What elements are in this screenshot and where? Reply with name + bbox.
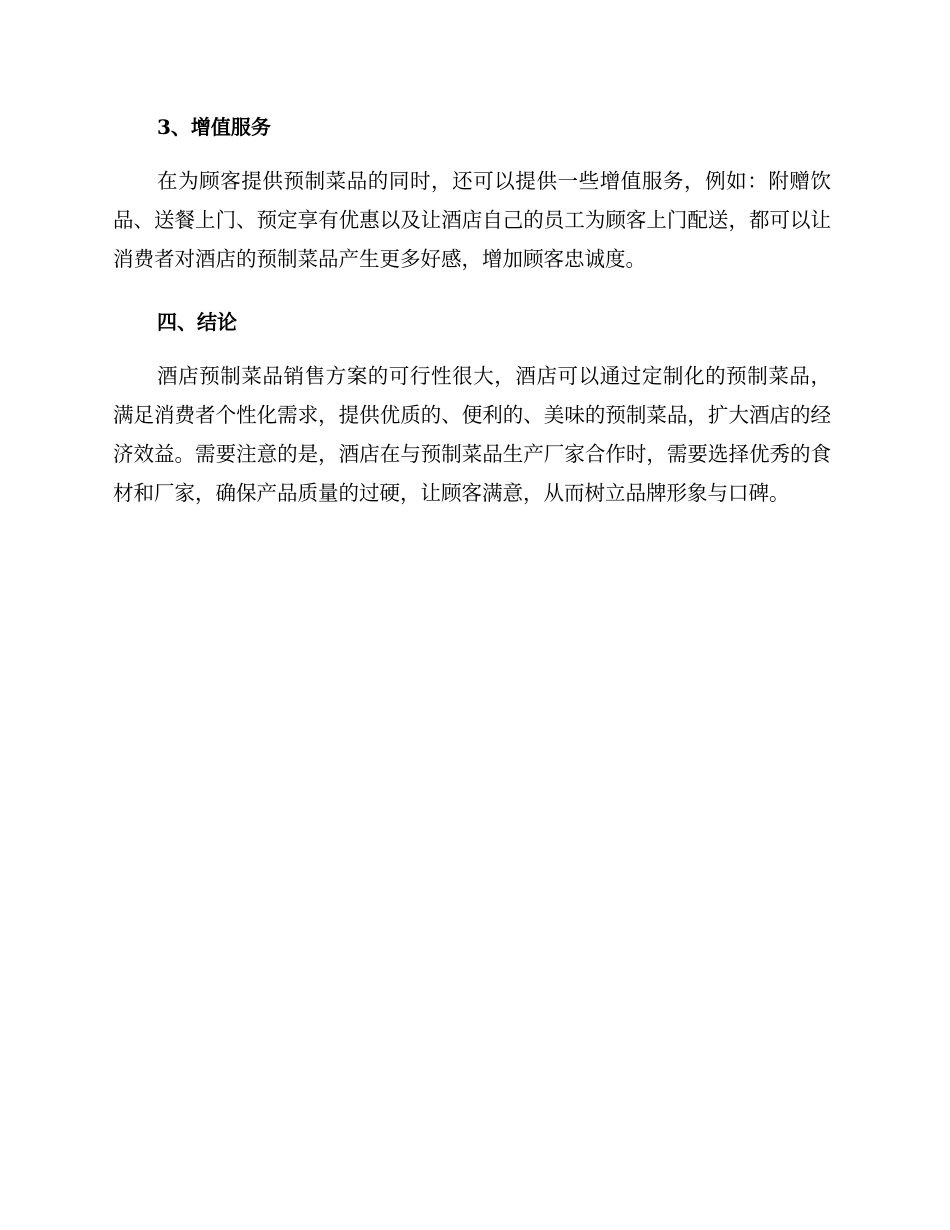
section-heading-conclusion: 四、结论	[157, 310, 237, 334]
section-paragraph-value-added-services: 在为顾客提供预制菜品的同时，还可以提供一些增值服务，例如：附赠饮品、送餐上门、预定享有优惠以及让酒店自己的员工为顾客上门配送，都可以让消费者对酒店的预制菜品产生更多好感，增加顾客忠诚度。	[113, 169, 831, 271]
section-paragraph-conclusion: 酒店预制菜品销售方案的可行性很大，酒店可以通过定制化的预制菜品，满足消费者个性化需求，提供优质的、便利的、美味的预制菜品，扩大酒店的经济效益。需要注意的是，酒店在与预制菜品生产厂家合作时，需要选择优秀的食材和厂家，确保产品质量的过硬，让顾客满意，从而树立品牌形象与口碑。	[113, 364, 831, 505]
section-heading-value-added-services: 3、增值服务	[157, 115, 271, 139]
